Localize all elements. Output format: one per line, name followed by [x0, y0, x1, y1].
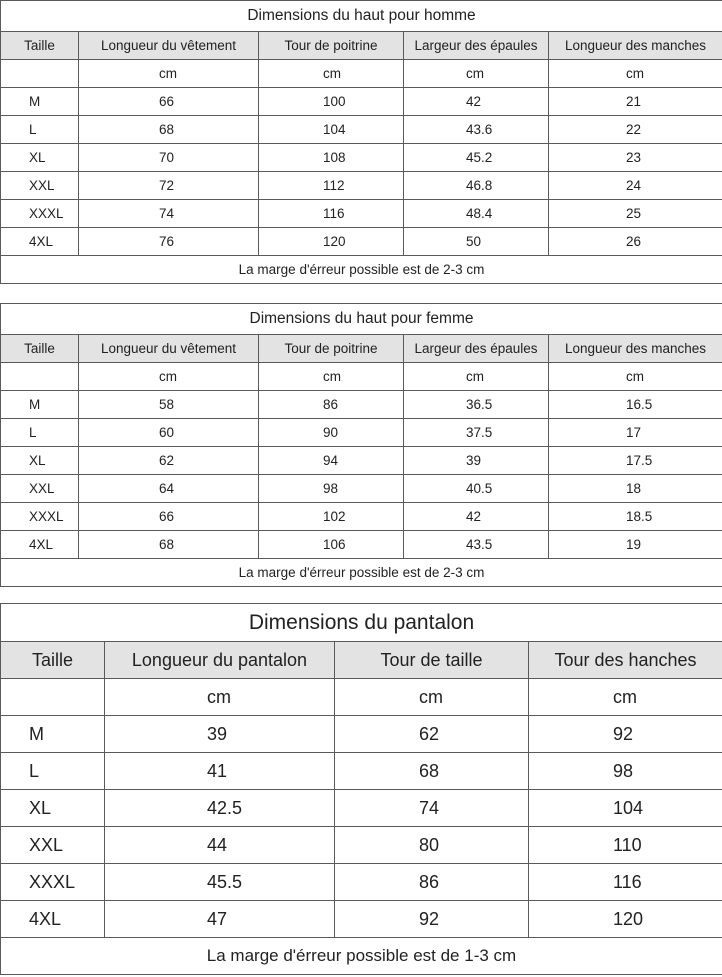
value-cell: 66	[79, 503, 259, 531]
header-sleeve: Longueur des manches	[549, 32, 722, 60]
size-cell: L	[1, 419, 79, 447]
women-table-title: Dimensions du haut pour femme	[1, 304, 722, 335]
table-row	[1, 753, 722, 790]
header-garment-length: Longueur du vêtement	[79, 32, 259, 60]
unit-cell: cm	[549, 60, 722, 88]
value-cell: 42	[404, 88, 549, 116]
value-cell: 50	[404, 228, 549, 256]
value-cell: 102	[259, 503, 404, 531]
table-row	[1, 419, 722, 447]
table-row	[1, 88, 722, 116]
value-cell: 46.8	[404, 172, 549, 200]
value-cell: 18.5	[549, 503, 722, 531]
size-cell: M	[1, 716, 105, 753]
unit-cell	[1, 363, 79, 391]
value-cell: 43.5	[404, 531, 549, 559]
men-table-title: Dimensions du haut pour homme	[1, 1, 722, 32]
value-cell: 110	[529, 827, 722, 864]
men-size-table	[0, 0, 722, 284]
value-cell: 44	[105, 827, 335, 864]
value-cell: 100	[259, 88, 404, 116]
unit-cell: cm	[335, 679, 529, 716]
header-size: Taille	[1, 335, 79, 363]
size-cell: XL	[1, 790, 105, 827]
women-table-note: La marge d'érreur possible est de 2-3 cm	[1, 559, 722, 587]
value-cell: 16.5	[549, 391, 722, 419]
value-cell: 26	[549, 228, 722, 256]
size-cell: XL	[1, 447, 79, 475]
value-cell: 76	[79, 228, 259, 256]
value-cell: 108	[259, 144, 404, 172]
value-cell: 106	[259, 531, 404, 559]
size-cell: M	[1, 391, 79, 419]
header-waist: Tour de taille	[335, 642, 529, 679]
value-cell: 94	[259, 447, 404, 475]
table-row	[1, 475, 722, 503]
size-cell: XXL	[1, 827, 105, 864]
table-row	[1, 200, 722, 228]
value-cell: 45.5	[105, 864, 335, 901]
value-cell: 62	[79, 447, 259, 475]
value-cell: 104	[259, 116, 404, 144]
size-cell: 4XL	[1, 901, 105, 938]
pants-size-table	[0, 603, 722, 975]
value-cell: 98	[529, 753, 722, 790]
pants-table-title: Dimensions du pantalon	[1, 604, 722, 642]
value-cell: 86	[335, 864, 529, 901]
size-cell: XXL	[1, 475, 79, 503]
unit-cell: cm	[404, 60, 549, 88]
value-cell: 98	[259, 475, 404, 503]
value-cell: 48.4	[404, 200, 549, 228]
size-cell: L	[1, 116, 79, 144]
header-chest: Tour de poitrine	[259, 335, 404, 363]
value-cell: 47	[105, 901, 335, 938]
value-cell: 66	[79, 88, 259, 116]
size-cell: XXL	[1, 172, 79, 200]
unit-cell: cm	[259, 60, 404, 88]
value-cell: 40.5	[404, 475, 549, 503]
value-cell: 22	[549, 116, 722, 144]
header-hips: Tour des hanches	[529, 642, 722, 679]
unit-cell: cm	[259, 363, 404, 391]
table-row	[1, 790, 722, 827]
value-cell: 39	[404, 447, 549, 475]
value-cell: 92	[529, 716, 722, 753]
value-cell: 36.5	[404, 391, 549, 419]
header-garment-length: Longueur du vêtement	[79, 335, 259, 363]
table-row	[1, 447, 722, 475]
header-size: Taille	[1, 642, 105, 679]
unit-cell: cm	[549, 363, 722, 391]
value-cell: 45.2	[404, 144, 549, 172]
value-cell: 42	[404, 503, 549, 531]
table-row	[1, 531, 722, 559]
value-cell: 42.5	[105, 790, 335, 827]
pants-unit-row	[1, 679, 722, 716]
men-table-note: La marge d'érreur possible est de 2-3 cm	[1, 256, 722, 284]
header-pants-length: Longueur du pantalon	[105, 642, 335, 679]
unit-cell: cm	[529, 679, 722, 716]
size-cell: M	[1, 88, 79, 116]
value-cell: 64	[79, 475, 259, 503]
table-row	[1, 503, 722, 531]
size-cell: XXXL	[1, 200, 79, 228]
value-cell: 92	[335, 901, 529, 938]
value-cell: 24	[549, 172, 722, 200]
value-cell: 17	[549, 419, 722, 447]
value-cell: 116	[259, 200, 404, 228]
unit-cell: cm	[79, 363, 259, 391]
header-size: Taille	[1, 32, 79, 60]
table-row	[1, 391, 722, 419]
header-chest: Tour de poitrine	[259, 32, 404, 60]
table-row	[1, 172, 722, 200]
size-cell: L	[1, 753, 105, 790]
value-cell: 120	[529, 901, 722, 938]
value-cell: 43.6	[404, 116, 549, 144]
unit-cell: cm	[79, 60, 259, 88]
men-unit-row	[1, 60, 722, 88]
unit-cell: cm	[105, 679, 335, 716]
value-cell: 17.5	[549, 447, 722, 475]
header-shoulder: Largeur des épaules	[404, 32, 549, 60]
value-cell: 39	[105, 716, 335, 753]
value-cell: 23	[549, 144, 722, 172]
value-cell: 72	[79, 172, 259, 200]
value-cell: 104	[529, 790, 722, 827]
size-cell: XL	[1, 144, 79, 172]
value-cell: 68	[79, 116, 259, 144]
unit-cell	[1, 60, 79, 88]
unit-cell: cm	[404, 363, 549, 391]
value-cell: 25	[549, 200, 722, 228]
size-cell: XXXL	[1, 503, 79, 531]
women-header-row	[1, 335, 722, 363]
women-unit-row	[1, 363, 722, 391]
value-cell: 41	[105, 753, 335, 790]
value-cell: 70	[79, 144, 259, 172]
value-cell: 112	[259, 172, 404, 200]
value-cell: 68	[79, 531, 259, 559]
value-cell: 90	[259, 419, 404, 447]
header-shoulder: Largeur des épaules	[404, 335, 549, 363]
value-cell: 60	[79, 419, 259, 447]
table-row	[1, 827, 722, 864]
value-cell: 58	[79, 391, 259, 419]
value-cell: 21	[549, 88, 722, 116]
table-row	[1, 144, 722, 172]
value-cell: 62	[335, 716, 529, 753]
value-cell: 19	[549, 531, 722, 559]
table-row	[1, 228, 722, 256]
value-cell: 116	[529, 864, 722, 901]
table-row	[1, 864, 722, 901]
pants-table-note: La marge d'érreur possible est de 1-3 cm	[1, 938, 722, 975]
value-cell: 86	[259, 391, 404, 419]
unit-cell	[1, 679, 105, 716]
value-cell: 37.5	[404, 419, 549, 447]
value-cell: 74	[335, 790, 529, 827]
table-row	[1, 901, 722, 938]
pants-header-row	[1, 642, 722, 679]
header-sleeve: Longueur des manches	[549, 335, 722, 363]
table-row	[1, 716, 722, 753]
value-cell: 18	[549, 475, 722, 503]
value-cell: 120	[259, 228, 404, 256]
size-cell: 4XL	[1, 531, 79, 559]
size-cell: XXXL	[1, 864, 105, 901]
value-cell: 68	[335, 753, 529, 790]
size-cell: 4XL	[1, 228, 79, 256]
women-size-table	[0, 303, 722, 587]
value-cell: 74	[79, 200, 259, 228]
men-header-row	[1, 32, 722, 60]
table-row	[1, 116, 722, 144]
value-cell: 80	[335, 827, 529, 864]
